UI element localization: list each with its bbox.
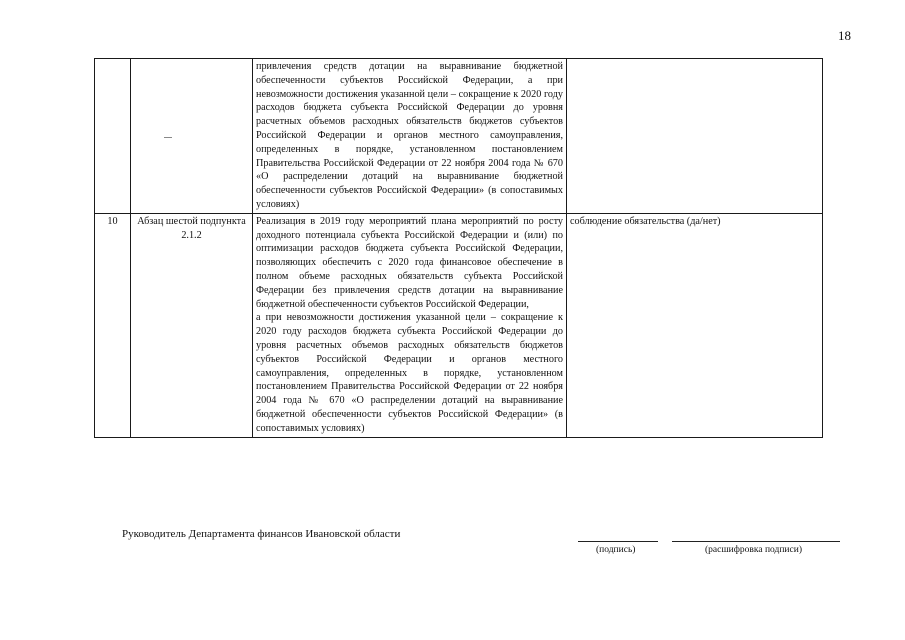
obligations-table bbox=[94, 58, 823, 438]
paragraph-reference-cell: Абзац шестой подпункта 2.1.2 bbox=[131, 213, 253, 437]
obligation-text-cell: привлечения средств дотации на выравнивание бюджетной обеспеченности субъектов Российской Федерации, а при невозможности достижения указанной цели – сокращение к 2020 году расходов бюджета субъекта Российской Федерации до уровня расчетных объемов расходных обязательств бюджетов субъектов Российской Федерации и органов местного самоуправления, определенных в порядке, установленном постановлением Правительства Российской Федерации от 22 ноября 2004 года № 670 «О распределении дотаций на выравнивание бюджетной обеспеченности субъектов Российской Федерации» (в сопоставимых условиях) bbox=[253, 59, 567, 214]
row-number-cell bbox=[95, 59, 131, 214]
obligation-text-part-1: Реализация в 2019 году мероприятий плана мероприятий по росту доходного потенциала субъекта Российской Федерации и (или) по оптимизации расходов бюджета субъекта Российской Федерации, позволяющих обеспечить с 2020 года финансовое обеспечение в полном объеме расходных обязательств субъекта Российской Федерации без привлечения средств дотации на выравнивание бюджетной обеспеченности субъектов Российской Федерации, bbox=[256, 215, 563, 310]
indicator-cell: соблюдение обязательства (да/нет) bbox=[567, 213, 823, 437]
indicator-cell bbox=[567, 59, 823, 214]
page-number: 18 bbox=[838, 28, 851, 43]
signature-decode-line bbox=[672, 541, 840, 542]
table-row bbox=[95, 213, 823, 437]
signature-line bbox=[578, 541, 658, 542]
table-row bbox=[95, 59, 823, 214]
signature-label: (подпись) bbox=[596, 545, 636, 555]
signature-decode-label: (расшифровка подписи) bbox=[705, 545, 802, 555]
paragraph-reference-cell bbox=[131, 59, 253, 214]
signature-title: Руководитель Департамента финансов Ивановской области bbox=[122, 528, 401, 540]
obligation-text-part-2: а при невозможности достижения указанной цели – сокращение к 2020 году расходов бюджета субъекта Российской Федерации до уровня расчетных объемов расходных обязательств бюджетов субъектов Российской Федерации и органов местного самоуправления, определенных в порядке, установленном постановлением Правительства Российской Федерации от 22 ноября 2004 года № 670 «О распределении дотаций на выравнивание бюджетной обеспеченности субъектов Российской Федерации» (в сопоставимых условиях) bbox=[256, 312, 563, 434]
scan-dash-mark bbox=[164, 137, 172, 138]
row-number-cell: 10 bbox=[95, 213, 131, 437]
obligation-text-cell bbox=[253, 213, 567, 437]
